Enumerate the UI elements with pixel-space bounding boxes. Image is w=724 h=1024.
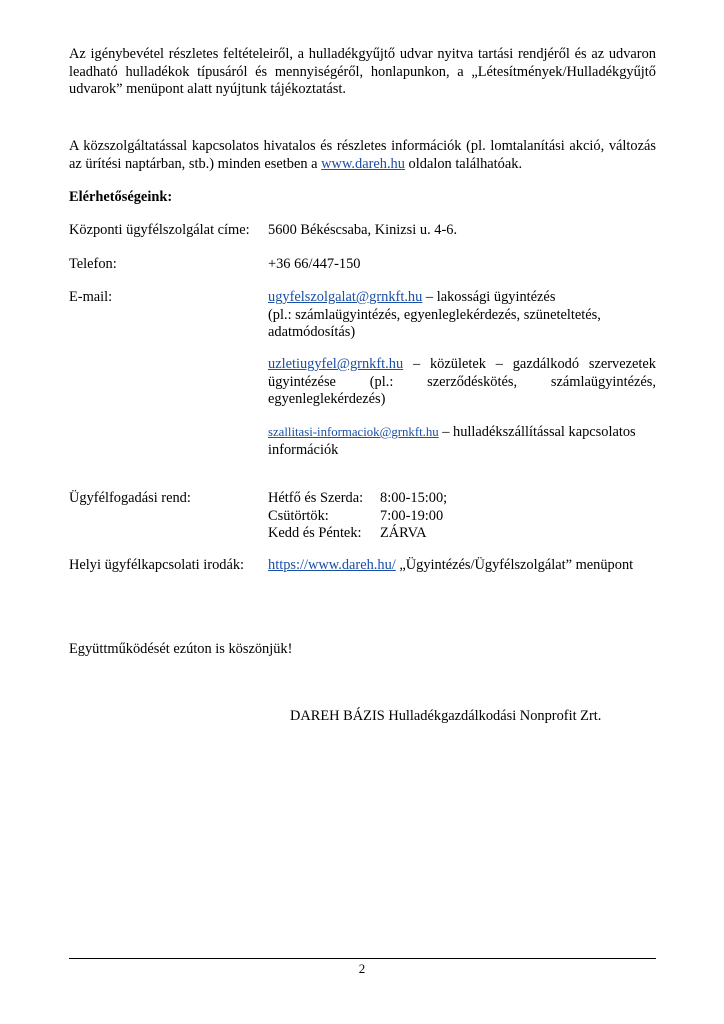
email-desc: egyenleglekérdezés) (268, 391, 386, 407)
hours-time: ZÁRVA (380, 525, 427, 541)
hours-line (268, 508, 447, 526)
hours-line (268, 490, 447, 508)
page-number: 2 (358, 961, 366, 976)
hours-day: Csütörtök: (268, 507, 329, 524)
email-link-business[interactable]: uzletiugyfel@grnkft.hu (268, 356, 404, 372)
email-entry-business (268, 356, 656, 409)
hours-day: Kedd és Péntek: (268, 525, 362, 541)
footer-divider (69, 958, 656, 959)
hours-day: Hétfő és Szerda: (268, 490, 364, 506)
email-link-transport[interactable]: szallitasi-informaciok@grnkft.hu (268, 425, 439, 439)
email-label: E-mail: (69, 289, 113, 305)
offices-label: Helyi ügyfélkapcsolati irodák: (69, 557, 245, 573)
hours-line (268, 525, 447, 543)
email-desc: (pl.: számlaügyintézés, egyenleglekérdezés, szüneteltetés, (268, 306, 601, 323)
email-link-residential[interactable]: ugyfelszolgalat@grnkft.hu (268, 289, 423, 305)
hours-time: 8:00-15:00; (380, 490, 448, 506)
offices-desc: „Ügyintézés/Ügyfélszolgálat” menüpont (395, 557, 634, 573)
email-entry-residential (268, 289, 656, 342)
phone-value: +36 66/447-150 (268, 256, 361, 272)
hours-table (268, 490, 447, 543)
email-desc: ügyintézése (pl.: szerződéskötés, számlaügyintézés, (268, 373, 656, 390)
info-text-before: az ürítési naptárban, stb.) minden esetben a (69, 155, 322, 172)
address-label: Központi ügyfélszolgálat címe: (69, 222, 250, 238)
dareh-website-link[interactable]: www.dareh.hu (321, 155, 405, 172)
offices-link[interactable]: https://www.dareh.hu/ (268, 557, 396, 573)
email-desc: információk (268, 441, 339, 458)
intro-line: udvarok” menüpont alatt nyújtunk tájékoztatást. (69, 81, 346, 97)
info-text-after: oldalon találhatóak. (404, 155, 523, 172)
intro-line: leadható hulladékok típusáról és mennyiségéről, honlapunkon, a „Létesítmények/Hulladékgyűjtő (69, 63, 656, 80)
contacts-heading: Elérhetőségeink: (69, 189, 173, 205)
intro-paragraph (69, 46, 656, 99)
address-value: 5600 Békéscsaba, Kinizsi u. 4-6. (268, 222, 458, 238)
intro-line: Az igénybevétel részletes feltételeiről, a hulladékgyűjtő udvar nyitva tartási rendjéről és az udvaron (69, 46, 656, 62)
info-line (69, 156, 656, 174)
email-desc: adatmódosítás) (268, 324, 356, 340)
info-line: A közszolgáltatással kapcsolatos hivatalos és részletes információk (pl. lomtalanítási akció, változás (69, 138, 656, 154)
hours-time: 7:00-19:00 (380, 507, 444, 524)
email-desc: – hulladékszállítással kapcsolatos (438, 424, 636, 440)
email-desc: – közületek – gazdálkodó szervezetek (403, 356, 656, 372)
email-entry-transport (268, 424, 656, 459)
signature: DAREH BÁZIS Hulladékgazdálkodási Nonprofit Zrt. (290, 708, 602, 724)
thanks-text: Együttműködését ezúton is köszönjük! (69, 641, 293, 657)
hours-label: Ügyfélfogadási rend: (69, 490, 191, 506)
info-paragraph (69, 138, 656, 173)
phone-label: Telefon: (69, 256, 117, 272)
email-desc: – lakossági ügyintézés (422, 289, 556, 305)
